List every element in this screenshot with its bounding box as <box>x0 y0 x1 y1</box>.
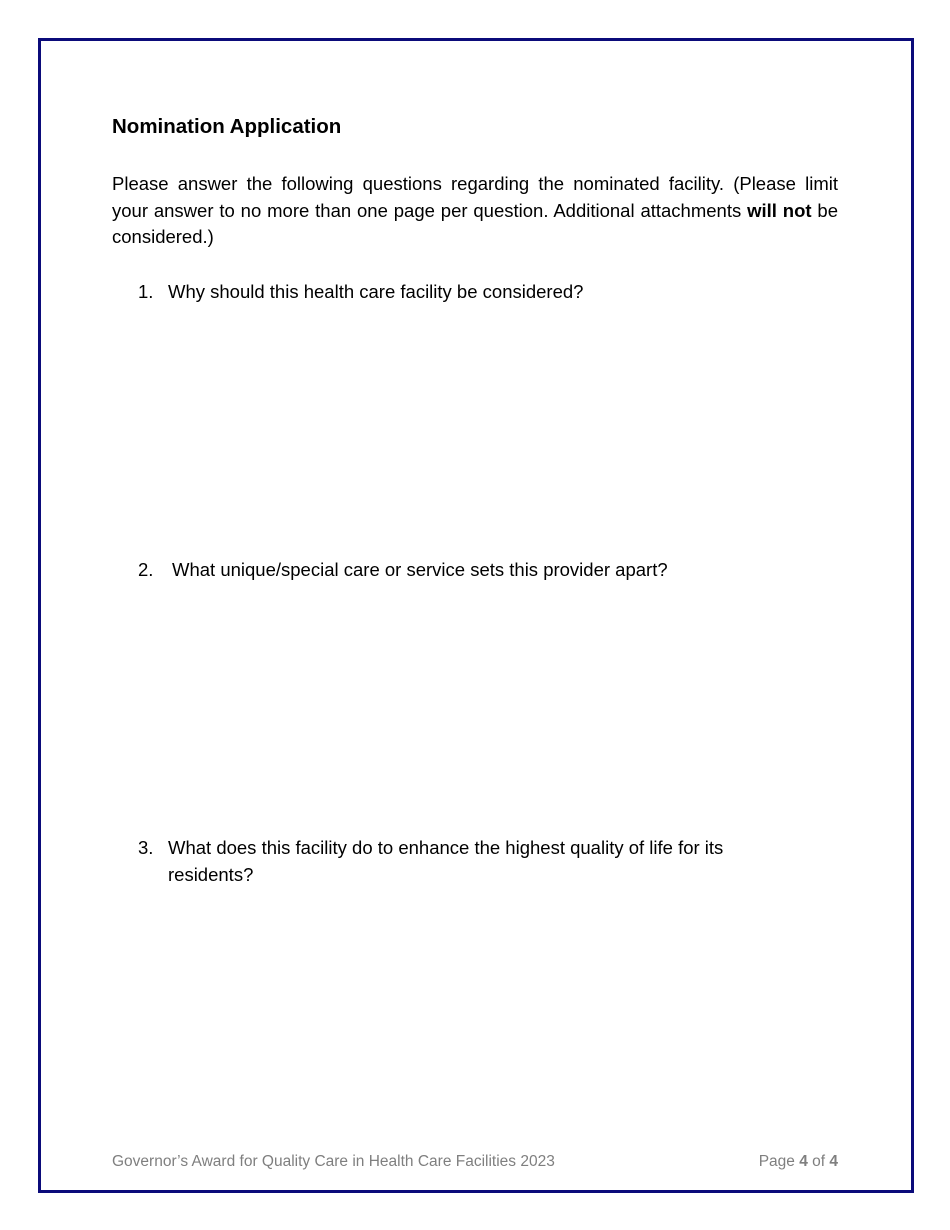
page-current: 4 <box>799 1153 808 1170</box>
page-of: of <box>807 1153 830 1170</box>
intro-paragraph <box>112 171 838 251</box>
question-text: What unique/special care or service sets this provider apart? <box>172 559 668 580</box>
footer-title: Governor’s Award for Quality Care in Health Care Facilities 2023 <box>112 1153 555 1170</box>
question-text: Why should this health care facility be considered? <box>168 281 584 302</box>
question-number: 2. <box>138 559 154 580</box>
intro-text-end: be considered.) <box>112 199 838 247</box>
page-total: 4 <box>829 1153 838 1170</box>
question-text: What does this facility do to enhance the highest quality of life for its residents? <box>168 837 724 885</box>
page-title: Nomination Application <box>112 115 342 138</box>
page-number <box>759 1153 838 1171</box>
question-2 <box>138 557 812 584</box>
question-number: 3. <box>138 837 154 858</box>
question-number: 1. <box>138 281 154 302</box>
intro-emphasis: will not <box>747 199 812 221</box>
question-1 <box>138 279 808 306</box>
page-prefix: Page <box>758 1153 800 1170</box>
question-3 <box>138 835 808 888</box>
intro-text: Please answer the following questions regarding the nominated facility. (Please limit your answer to no more than one page per question. Additional attachments <box>112 173 838 221</box>
